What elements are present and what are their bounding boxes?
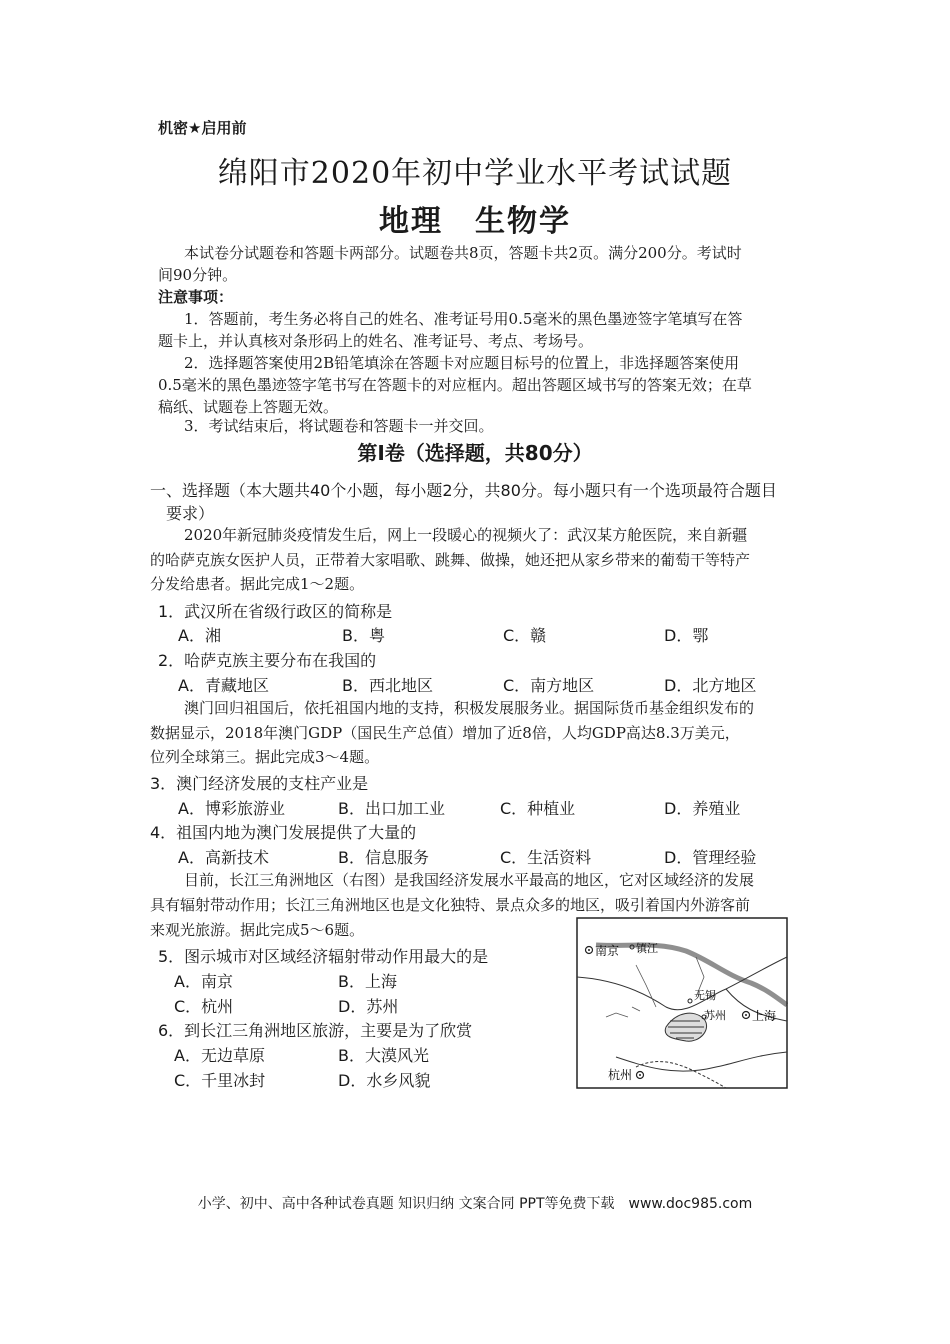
city-marker-dot xyxy=(745,1014,747,1016)
question-stem: 5．图示城市对区域经济辐射带动作用最大的是 xyxy=(158,947,489,966)
passage-line: 目前，长江三角洲地区（右图）是我国经济发展水平最高的地区，它对区域经济的发展 xyxy=(184,871,755,889)
option: A．博彩旅游业 xyxy=(178,799,285,818)
question-stem: 3．澳门经济发展的支柱产业是 xyxy=(150,774,369,793)
passage-line: 的哈萨克族女医护人员，正带着大家唱歌、跳舞、做操，她还把从家乡带来的葡萄干等特产 xyxy=(150,551,751,569)
exam-title: 绵阳市2020年初中学业水平考试试题 xyxy=(217,156,733,191)
option: B．上海 xyxy=(338,972,397,991)
section-title: 第Ⅰ卷（选择题，共80分） xyxy=(357,441,593,465)
option: B．出口加工业 xyxy=(338,799,445,818)
option: A．湘 xyxy=(178,626,221,645)
city-label-suzhou: 苏州 xyxy=(704,1009,726,1022)
city-marker-dot xyxy=(588,949,590,951)
passage-line: 2020年新冠肺炎疫情发生后，网上一段暖心的视频火了：武汉某方舱医院，来自新疆 xyxy=(184,526,748,544)
note-line: 3．考试结束后，将试题卷和答题卡一并交回。 xyxy=(184,417,494,435)
option: C．杭州 xyxy=(174,997,234,1016)
passage-line: 数据显示，2018年澳门GDP（国民生产总值）增加了近8倍，人均GDP高达8.3万美元， xyxy=(150,724,740,742)
city-marker-dot xyxy=(639,1074,641,1076)
footer-text: 小学、初中、高中各种试卷真题 知识归纳 文案合同 PPT等免费下载 www.doc985.com xyxy=(197,1196,753,1212)
note-line: 2．选择题答案使用2B铅笔填涂在答题卡对应题目标号的位置上，非选择题答案使用 xyxy=(184,354,740,372)
option: D．北方地区 xyxy=(664,676,757,695)
question-stem: 2．哈萨克族主要分布在我国的 xyxy=(158,651,377,670)
question-stem: 1．武汉所在省级行政区的简称是 xyxy=(158,602,393,621)
option: D．养殖业 xyxy=(664,799,741,818)
passage-line: 来观光旅游。据此完成5～6题。 xyxy=(150,921,365,939)
option: A．南京 xyxy=(174,972,233,991)
note-line: 题卡上，并认真核对条形码上的姓名、准考证号、考点、考场号。 xyxy=(158,332,594,350)
option: A．无边草原 xyxy=(174,1046,265,1065)
part-heading: 一、选择题（本大题共40个小题，每小题2分，共80分。每小题只有一个选项最符合题目 xyxy=(150,481,777,500)
option: C．生活资料 xyxy=(500,848,592,867)
option: A．高新技术 xyxy=(178,848,269,867)
part-heading: 要求） xyxy=(166,504,215,523)
confidential-mark: 机密★启用前 xyxy=(158,119,247,137)
option: D．管理经验 xyxy=(664,848,757,867)
city-label-shanghai: 上海 xyxy=(752,1009,777,1023)
option: C．南方地区 xyxy=(503,676,595,695)
question-stem: 4．祖国内地为澳门发展提供了大量的 xyxy=(150,823,417,842)
question-stem: 6．到长江三角洲地区旅游，主要是为了欣赏 xyxy=(158,1021,473,1040)
option: C．赣 xyxy=(503,626,547,645)
city-label-wuxi: 无锡 xyxy=(694,989,716,1002)
option: D．苏州 xyxy=(338,997,399,1016)
exam-subtitle: 地理 生物学 xyxy=(379,204,571,239)
passage-line: 分发给患者。据此完成1～2题。 xyxy=(150,575,365,593)
option: A．青藏地区 xyxy=(178,676,269,695)
yangtze-delta-map xyxy=(576,917,788,1089)
note-line: 1．答题前，考生务必将自己的姓名、准考证号用0.5毫米的黑色墨迹签字笔填写在答 xyxy=(184,310,743,328)
option: B．粤 xyxy=(342,626,385,645)
option: C．种植业 xyxy=(500,799,576,818)
intro-line: 本试卷分试题卷和答题卡两部分。试题卷共8页，答题卡共2页。满分200分。考试时 xyxy=(184,244,742,262)
option: B．西北地区 xyxy=(342,676,433,695)
note-line: 稿纸、试题卷上答题无效。 xyxy=(158,398,339,416)
city-label-nanjing: 南京 xyxy=(595,944,620,958)
city-label-hangzhou: 杭州 xyxy=(608,1068,633,1082)
passage-line: 澳门回归祖国后，依托祖国内地的支持，积极发展服务业。据国际货币基金组织发布的 xyxy=(184,699,755,717)
option: D．鄂 xyxy=(664,626,709,645)
passage-line: 具有辐射带动作用；长江三角洲地区也是文化独特、景点众多的地区，吸引着国内外游客前 xyxy=(150,896,751,914)
passage-line: 位列全球第三。据此完成3～4题。 xyxy=(150,748,380,766)
note-line: 0.5毫米的黑色墨迹签字笔书写在答题卡的对应框内。超出答题区域书写的答案无效；在草 xyxy=(158,376,752,394)
option: B．信息服务 xyxy=(338,848,429,867)
option: D．水乡风貌 xyxy=(338,1071,431,1090)
option: C．千里冰封 xyxy=(174,1071,266,1090)
option: B．大漠风光 xyxy=(338,1046,429,1065)
intro-line: 间90分钟。 xyxy=(158,266,238,284)
notes-heading: 注意事项： xyxy=(158,288,234,306)
city-label-zhenjiang: 镇江 xyxy=(636,942,658,955)
